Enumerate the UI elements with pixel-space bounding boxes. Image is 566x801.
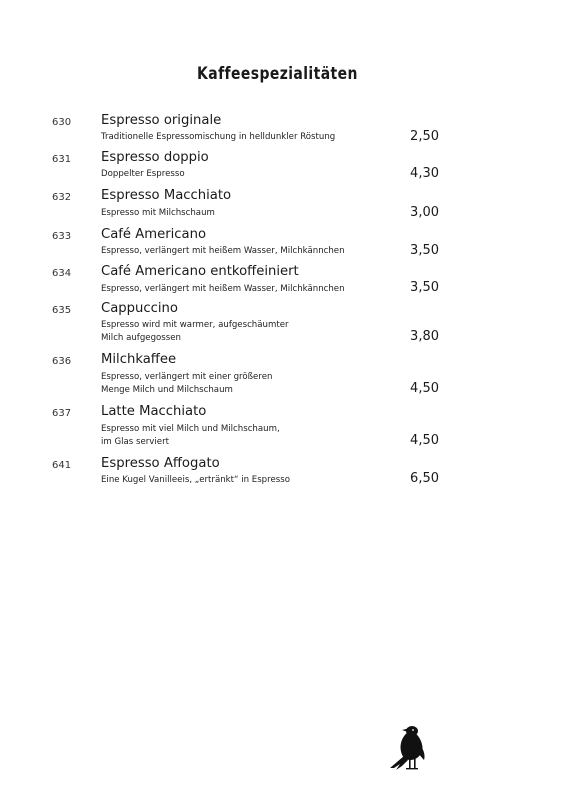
item-price: 4,50	[410, 433, 439, 448]
item-name: Cappuccino	[101, 301, 178, 316]
item-price: 3,80	[410, 329, 439, 344]
item-number: 631	[52, 154, 72, 165]
item-price: 6,50	[410, 471, 439, 486]
item-price: 3,00	[410, 205, 439, 220]
item-number: 632	[52, 192, 72, 203]
item-description	[101, 423, 280, 449]
item-description	[101, 319, 289, 345]
description-line: Traditionelle Espressomischung in helldunkler Röstung	[101, 132, 336, 142]
item-name: Milchkaffee	[101, 352, 177, 367]
item-price: 3,50	[410, 280, 439, 295]
description-line: Espresso, verlängert mit heißem Wasser, Milchkännchen	[101, 246, 345, 256]
page-title: Kaffeespezialitäten	[197, 64, 358, 84]
item-name: Espresso doppio	[101, 150, 209, 165]
description-line: Doppelter Espresso	[101, 169, 185, 179]
item-price: 4,50	[410, 381, 439, 396]
item-name: Café Americano	[101, 227, 207, 242]
item-number: 633	[52, 231, 72, 242]
description-line: Eine Kugel Vanilleeis, „ertränkt“ in Espresso	[101, 475, 290, 485]
item-name: Latte Macchiato	[101, 404, 207, 419]
item-number: 636	[52, 356, 72, 367]
item-name: Café Americano entkoffeiniert	[101, 264, 299, 279]
item-price: 4,30	[410, 166, 439, 181]
item-description	[101, 371, 272, 397]
item-number: 635	[52, 305, 72, 316]
item-name: Espresso Macchiato	[101, 188, 232, 203]
item-description	[101, 168, 185, 181]
item-description	[101, 245, 345, 258]
item-number: 634	[52, 268, 72, 279]
description-line: Espresso, verlängert mit heißem Wasser, Milchkännchen	[101, 284, 345, 294]
item-price: 2,50	[410, 129, 439, 144]
item-name: Espresso originale	[101, 113, 222, 128]
item-description	[101, 207, 215, 220]
item-description	[101, 474, 290, 487]
item-price: 3,50	[410, 243, 439, 258]
description-line: Espresso wird mit warmer, aufgeschäumter	[101, 320, 289, 330]
description-line: im Glas serviert	[101, 437, 169, 447]
description-line: Milch aufgegossen	[101, 333, 181, 343]
description-line: Menge Milch und Milchschaum	[101, 385, 233, 395]
item-number: 630	[52, 117, 72, 128]
item-description	[101, 131, 335, 144]
description-line: Espresso mit Milchschaum	[101, 208, 215, 218]
item-number: 641	[52, 460, 72, 471]
item-name: Espresso Affogato	[101, 456, 220, 471]
description-line: Espresso mit viel Milch und Milchschaum,	[101, 424, 280, 434]
item-number: 637	[52, 408, 72, 419]
description-line: Espresso, verlängert mit einer größeren	[101, 372, 273, 382]
raven-icon	[384, 722, 430, 772]
item-description	[101, 283, 345, 296]
